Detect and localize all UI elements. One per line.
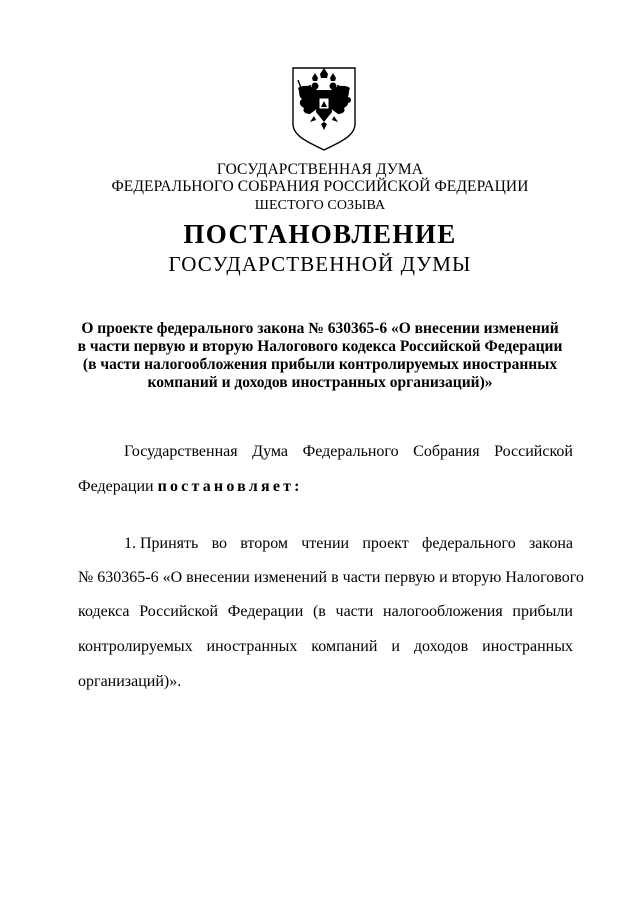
body-word: 1. Принять [124,535,199,552]
body-word: доходов [413,638,469,655]
body-word: (в [312,603,326,620]
subject-line: (в части налогообложения прибыли контролируемых иностранных [82,356,558,373]
document-title: ПОСТАНОВЛЕНИЕ [183,219,457,249]
body-word: во [211,535,228,552]
item-1-line [78,637,573,657]
body-word: части [335,603,374,620]
resolution-verb: постановляет: [157,478,303,495]
body-word: чтении [301,535,350,552]
body-intro-line [124,442,573,462]
subject-line: в части первую и вторую Налогового кодекса Российской Федерации [77,338,563,355]
header-line-duma: ГОСУДАРСТВЕННАЯ ДУМА [216,161,424,178]
body-word: контролируемых [78,638,193,655]
item-1-line: № 630365-6 «О внесении изменений в части первую и вторую Налогового [78,569,584,586]
body-word: Российской [139,603,219,620]
body-word: Дума [252,443,288,460]
body-word: Федерального [302,443,399,460]
body-word: иностранных [206,638,298,655]
subject-line: компаний и доходов иностранных организаций)» [147,374,493,391]
header-line-convocation: ШЕСТОГО СОЗЫВА [254,198,386,213]
body-word: налогообложения [383,603,503,620]
body-word: компаний [311,638,378,655]
item-1-line [124,534,573,554]
subject-line: О проекте федерального закона № 630365-6 «О внесении изменений [81,320,559,337]
body-word: закона [528,535,573,552]
item-1-line [78,602,573,622]
body-word: Российской [494,443,573,460]
body-word: Государственная [124,443,238,460]
body-word: иностранных [482,638,573,655]
body-intro-line-2 [78,477,573,497]
body-word: проект [362,535,409,552]
body-word: Собрания [413,443,480,460]
body-word: и [391,638,400,655]
body-word: Федерации [78,478,154,495]
coat-of-arms-icon [290,66,358,152]
item-1-line: организаций)». [78,673,182,690]
body-word: кодекса [78,603,130,620]
body-word: прибыли [512,603,573,620]
body-word: втором [240,535,289,552]
body-word: Федерации [227,603,304,620]
header-line-federal-assembly: ФЕДЕРАЛЬНОГО СОБРАНИЯ РОССИЙСКОЙ ФЕДЕРАЦИИ [111,178,529,195]
body-word: федерального [421,535,516,552]
document-subtitle: ГОСУДАРСТВЕННОЙ ДУМЫ [168,252,472,276]
